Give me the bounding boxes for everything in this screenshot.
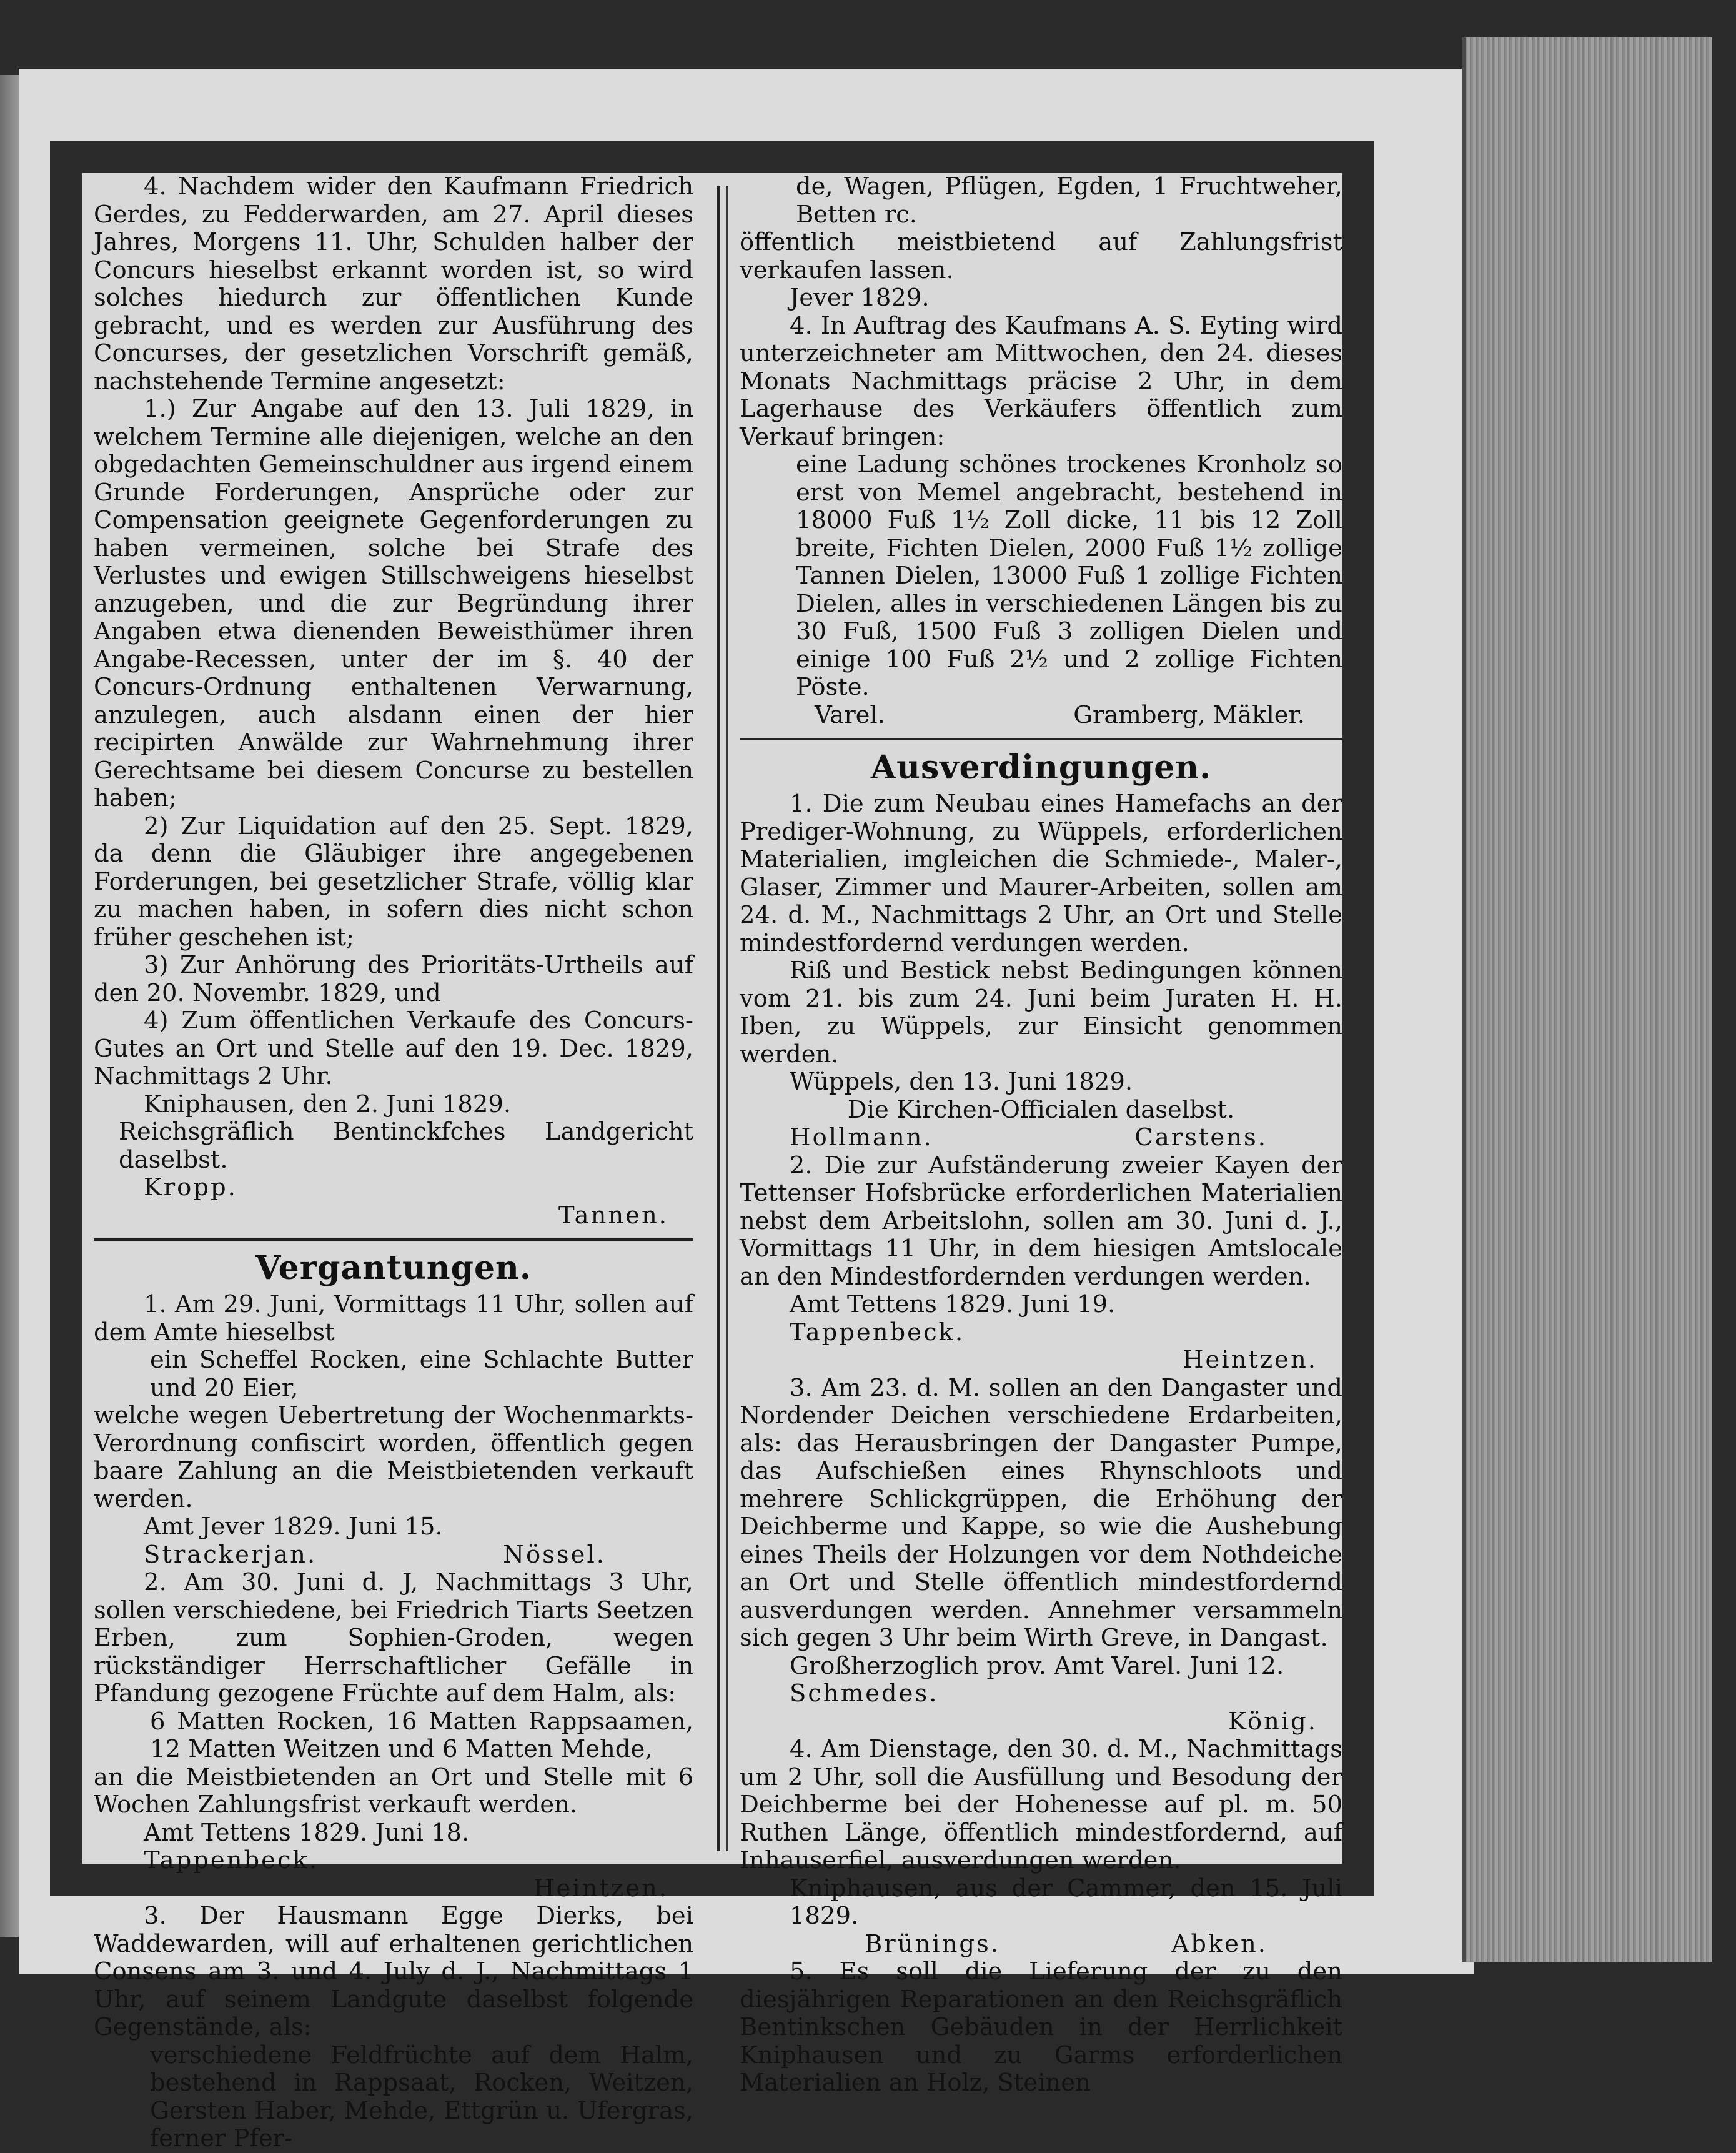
v4-signature-row — [740, 702, 1342, 730]
notice-4-intro: 4. Nachdem wider den Kaufmann Friedrich Gerdes, zu Fedderwarden, am 27. April dieses Jahres, Morgens 11. Uhr, Schulden halber der Concurs hieselbst erkannt worden ist, so wird solches hiedurch zur öffentlichen Kunde gebracht, und es werden zur Ausführung des Concurses, der gesetzlichen Vorschrift gemäß, nachstehende Termine angesetzt: — [94, 172, 693, 395]
a1-signatures — [740, 1124, 1342, 1152]
a2-signature-1: Tappenbeck. — [790, 1318, 965, 1346]
a3-authority: Großherzoglich prov. Amt Varel. Juni 12. — [790, 1651, 1284, 1680]
a4-place-date: Kniphausen, aus der Cammer, den 15. Juli 1829. — [790, 1874, 1342, 1930]
v4-intro: 4. In Auftrag des Kaufmans A. S. Eyting wird unterzeichneter am Mittwochen, den 24. dieses Monats Nachmittags präcise 2 Uhr, in dem Lagerhause des Verkäufers öffentlich zum Verkauf bringen: — [740, 311, 1342, 451]
a4-intro: 4. Am Dienstage, den 30. d. M., Nachmittags um 2 Uhr, soll die Ausfüllung und Besodung der Deichberme bei der Hohenesse auf pl. m. 50 Ruthen Länge, öffentlich mindestfordernd, auf Inhauserfiel, ausverdungen werden. — [740, 1735, 1342, 1874]
a3-signature-2: König. — [1228, 1707, 1317, 1736]
v3-rest: öffentlich meistbietend auf Zahlungsfrist verkaufen lassen. — [740, 228, 1342, 284]
v4-signature: Gramberg, Mäkler. — [1073, 700, 1305, 729]
column-rule-thin — [726, 186, 728, 1851]
v2-rest: an die Meistbietenden an Ort und Stelle mit 6 Wochen Zahlungsfrist verkauft werden. — [94, 1763, 693, 1819]
a2-intro: 2. Die zur Aufständerung zweier Kayen der Tettenser Hofsbrücke erforderlichen Materialien nebst dem Arbeitslohn, sollen am 30. Juni d. J., Vormittags 11 Uhr, in dem hiesigen Amtslocale an den Mindestfordernden verdungen werden. — [740, 1151, 1342, 1291]
a4-signatures — [740, 1931, 1342, 1959]
notice-4-signature-2: Tannen. — [558, 1201, 668, 1230]
a2-signature-2: Heintzen. — [1182, 1346, 1317, 1374]
notice-4-term-4: 4) Zum öffentlichen Verkaufe des Concurs-Gutes an Ort und Stelle auf den 19. Dec. 1829, Nachmittags 2 Uhr. — [94, 1007, 693, 1090]
notice-4-court: Reichsgräflich Bentinckfches Landgericht daselbst. — [119, 1118, 693, 1174]
v4-place: Varel. — [815, 700, 885, 729]
v3-place-date: Jever 1829. — [790, 284, 930, 312]
a2-place-date: Amt Tettens 1829. Juni 19. — [790, 1290, 1116, 1318]
notice-4-term-2: 2) Zur Liquidation auf den 25. Sept. 1829, da denn die Gläubiger ihre angegebenen Forderungen, bei gesetzlicher Strafe, völlig klar zu machen haben, in sofern dies nicht schon früher geschehen ist; — [94, 812, 693, 952]
section-divider — [94, 1238, 693, 1241]
section-heading-vergantungen: Vergantungen. — [255, 1249, 532, 1287]
a1-signature-2: Carstens. — [1134, 1123, 1267, 1151]
newspaper-frame — [50, 141, 1374, 2152]
section-divider — [740, 738, 1342, 740]
left-column — [94, 172, 693, 2152]
v3-items-continued: de, Wagen, Pflügen, Egden, 1 Fruchtweher, Betten rc. — [796, 172, 1342, 229]
v3-intro: 3. Der Hausmann Egge Dierks, bei Waddewarden, will auf erhaltenen gerichtlichen Consens am 3. und 4. July d. J., Nachmittags 1 Uhr, auf seinem Landgute daselbst folgende Gegenstände, als: — [94, 1902, 693, 2041]
a3-signature-1: Schmedes. — [790, 1679, 939, 1708]
v2-signature-2: Heintzen. — [533, 1874, 668, 1902]
v2-items: 6 Matten Rocken, 16 Matten Rappsaamen, 12 Matten Weitzen und 6 Matten Mehde, — [150, 1707, 693, 1763]
v3-items: verschiedene Feldfrüchte auf dem Halm, bestehend in Rappsaat, Rocken, Weitzen, Gersten Haber, Mehde, Ettgrün u. Ufergras, ferner Pfer- — [150, 2041, 693, 2152]
v2-intro: 2. Am 30. Juni d. J, Nachmittags 3 Uhr, sollen verschiedene, bei Friedrich Tiarts Seetzen Erben, zum Sophien-Groden, wegen rückständiger Herrschaftlicher Gefälle in Pfandung gezogene Früchte auf dem Halm, als: — [94, 1568, 693, 1708]
v1-signatures — [94, 1541, 693, 1569]
v1-intro: 1. Am 29. Juni, Vormittags 11 Uhr, sollen auf dem Amte hieselbst — [94, 1290, 693, 1346]
a5-intro: 5. Es soll die Lieferung der zu den diesjährigen Reparationen an den Reichsgräflich Bentinkschen Gebäuden in der Herrlichkeit Kniphausen und zu Garms erforderlichen Materialien an Holz, Steinen — [740, 1957, 1342, 2097]
v1-signature-1: Strackerjan. — [144, 1540, 317, 1569]
v1-rest: welche wegen Uebertretung der Wochenmarkts-Verordnung confiscirt worden, öffentlich gegen baare Zahlung an die Meistbietenden verkauft werden. — [94, 1401, 693, 1513]
a1-intro: 1. Die zum Neubau eines Hamefachs an der Prediger-Wohnung, zu Wüppels, erforderlichen Materialien, imgleichen die Schmiede-, Maler-, Glaser, Zimmer und Maurer-Arbeiten, sollen am 24. d. M., Nachmittags 2 Uhr, an Ort und Stelle mindestfordernd verdungen werden. — [740, 790, 1342, 957]
a1-authority: Die Kirchen-Officialen daselbst. — [847, 1095, 1235, 1124]
v1-place-date: Amt Jever 1829. Juni 15. — [144, 1513, 443, 1541]
a1-signature-1: Hollmann. — [790, 1123, 933, 1151]
v4-items: eine Ladung schönes trockenes Kronholz so erst von Memel angebracht, bestehend in 18000 Fuß 1½ Zoll dicke, 11 bis 12 Zoll breite, Fichten Dielen, 2000 Fuß 1½ zollige Tannen Dielen, 13000 Fuß 1 zollige Fichten Dielen, alles in verschiedenen Längen bis zu 30 Fuß, 1500 Fuß 3 zolligen Dielen und einige 100 Fuß 2½ und 2 zollige Fichten Pöste. — [796, 450, 1342, 701]
v1-signature-2: Nössel. — [503, 1540, 606, 1569]
a4-signature-1: Brünings. — [865, 1929, 1001, 1958]
notice-4-place-date: Kniphausen, den 2. Juni 1829. — [144, 1090, 512, 1118]
notice-4-term-3: 3) Zur Anhörung des Prioritäts-Urtheils auf den 20. Novembr. 1829, und — [94, 951, 693, 1007]
notice-4-signature-1: Kropp. — [144, 1173, 237, 1201]
column-rule — [717, 186, 720, 1851]
a4-signature-2: Abken. — [1171, 1929, 1267, 1958]
book-page-edges — [1462, 37, 1712, 1962]
a3-intro: 3. Am 23. d. M. sollen an den Dangaster und Nordender Deichen verschiedene Erdarbeiten, als: das Herausbringen der Dangaster Pumpe, das Aufschießen eines Rhynschloots und mehrere Schlickgrüppen, die Erhöhung der Deichberme und Kappe, so wie die Aushebung eines Theils der Holzungen vor dem Nothdeiche an Ort und Stelle öffentlich mindestfordernd ausverdungen werden. Annehmer versammeln sich gegen 3 Uhr beim Wirth Greve, in Dangast. — [740, 1373, 1342, 1652]
a1-place-date: Wüppels, den 13. Juni 1829. — [790, 1068, 1133, 1096]
v1-items: ein Scheffel Rocken, eine Schlachte Butter und 20 Eier, — [150, 1346, 693, 1402]
section-heading-ausverdingungen: Ausverdingungen. — [870, 748, 1212, 787]
v2-place-date: Amt Tettens 1829. Juni 18. — [144, 1818, 470, 1847]
a1-rest: Riß und Bestick nebst Bedingungen können vom 21. bis zum 24. Juni beim Juraten H. H. Iben, zu Wüppels, zur Einsicht genommen werden. — [740, 957, 1342, 1068]
v2-signature-1: Tappenbeck. — [144, 1846, 319, 1874]
notice-4-term-1: 1.) Zur Angabe auf den 13. Juli 1829, in welchem Termine alle diejenigen, welche an den obgedachten Gemeinschuldner aus irgend einem Grunde Forderungen, Ansprüche oder zur Compensation geeignete Gegenforderungen zu haben vermeinen, solche bei Strafe des Verlustes und ewigen Stillschweigens hieselbst anzugeben, und die zur Begründung ihrer Angaben etwa dienenden Beweisthümer ihren Angabe-Recessen, unter der im §. 40 der Concurs-Ordnung enthaltenen Verwarnung, anzulegen, auch alsdann einen der hier recipirten Anwälde zur Wahrnehmung ihrer Gerechtsame bei diesem Concurse zu bestellen haben; — [94, 395, 693, 812]
right-column — [740, 172, 1342, 2097]
